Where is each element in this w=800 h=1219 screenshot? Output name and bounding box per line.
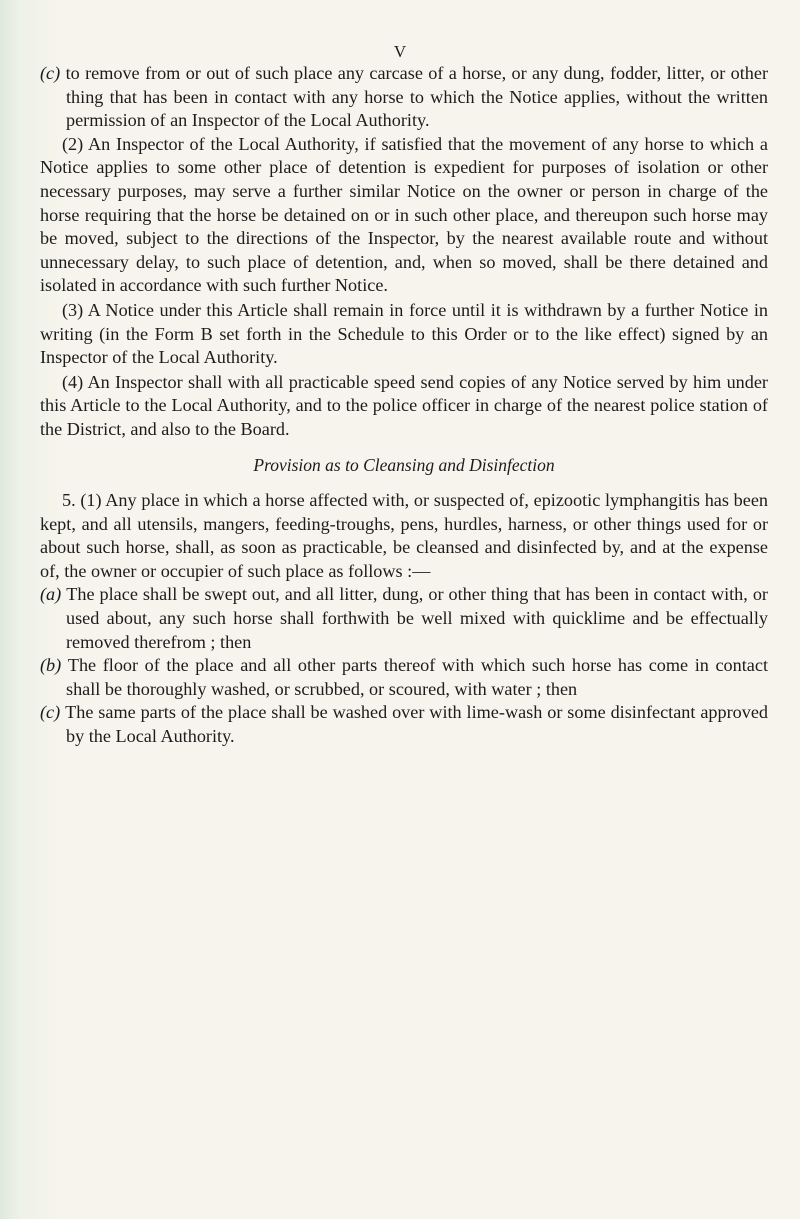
item-label: (c) xyxy=(40,702,66,723)
paragraph-4: (4) An Inspector shall with all practicable speed send copies of any Notice served by him under this Article to the Local Authority, and to the police officer in charge of the nearest police station of the District, and also to the Board. xyxy=(40,371,768,439)
paragraph-5: 5. (1) Any place in which a horse affected with, or suspected of, epizootic lymphangitis has been kept, and all utensils, mangers, feeding-troughs, pens, hurdles, harness, or other things used for or about such horse, shall, as soon as practicable, be cleansed and disinfected by, and at the expense of, the owner or occupier of such place as follows :— xyxy=(40,490,768,581)
item-text: The place shall be swept out, and all litter, dung, or other thing that has been in contact with, or used about, any such horse shall forthwith be well mixed with quicklime and be effectually removed therefrom ; then xyxy=(66,584,768,652)
section-heading: Provision as to Cleansing and Disinfection xyxy=(253,454,555,475)
page-number: V xyxy=(393,42,407,61)
list-item-c2 xyxy=(40,701,768,748)
item-text: The same parts of the place shall be washed over with lime-wash or some disinfectant approved by the Local Authority. xyxy=(65,702,769,747)
page-body xyxy=(40,40,768,749)
item-label: (a) xyxy=(40,584,67,605)
paragraph-2: (2) An Inspector of the Local Authority, if satisfied that the movement of any horse to which a Notice applies to some other place of detention is expedient for purposes of isolation or other necessary purposes, may serve a further similar Notice on the owner or person in charge of the horse requiring that the horse be detained on or in such other place, and thereupon such horse may be moved, subject to the directions of the Inspector, by the nearest available route and without unnecessary delay, to such place of detention, and, when so moved, shall be there detained and isolated in accordance with such further Notice. xyxy=(40,133,768,296)
list-item-a xyxy=(40,583,768,654)
item-text: to remove from or out of such place any carcase of a horse, or any dung, fodder, litter, or other thing that has been in contact with any horse to which the Notice applies, without the written permission of an Inspector of the Local Authority. xyxy=(65,63,769,131)
list-item-c xyxy=(40,62,768,133)
paragraph-3: (3) A Notice under this Article shall remain in force until it is withdrawn by a further Notice in writing (in the Form B set forth in the Schedule to this Order or to the like effect) signed by an Inspector of the Local Authority. xyxy=(40,299,768,368)
list-item-b xyxy=(40,654,768,701)
item-text: The floor of the place and all other parts thereof with which such horse has come in contact shall be thoroughly washed, or scrubbed, or scoured, with water ; then xyxy=(66,655,768,699)
item-label: (c) xyxy=(40,63,66,83)
item-label: (b) xyxy=(40,655,68,676)
